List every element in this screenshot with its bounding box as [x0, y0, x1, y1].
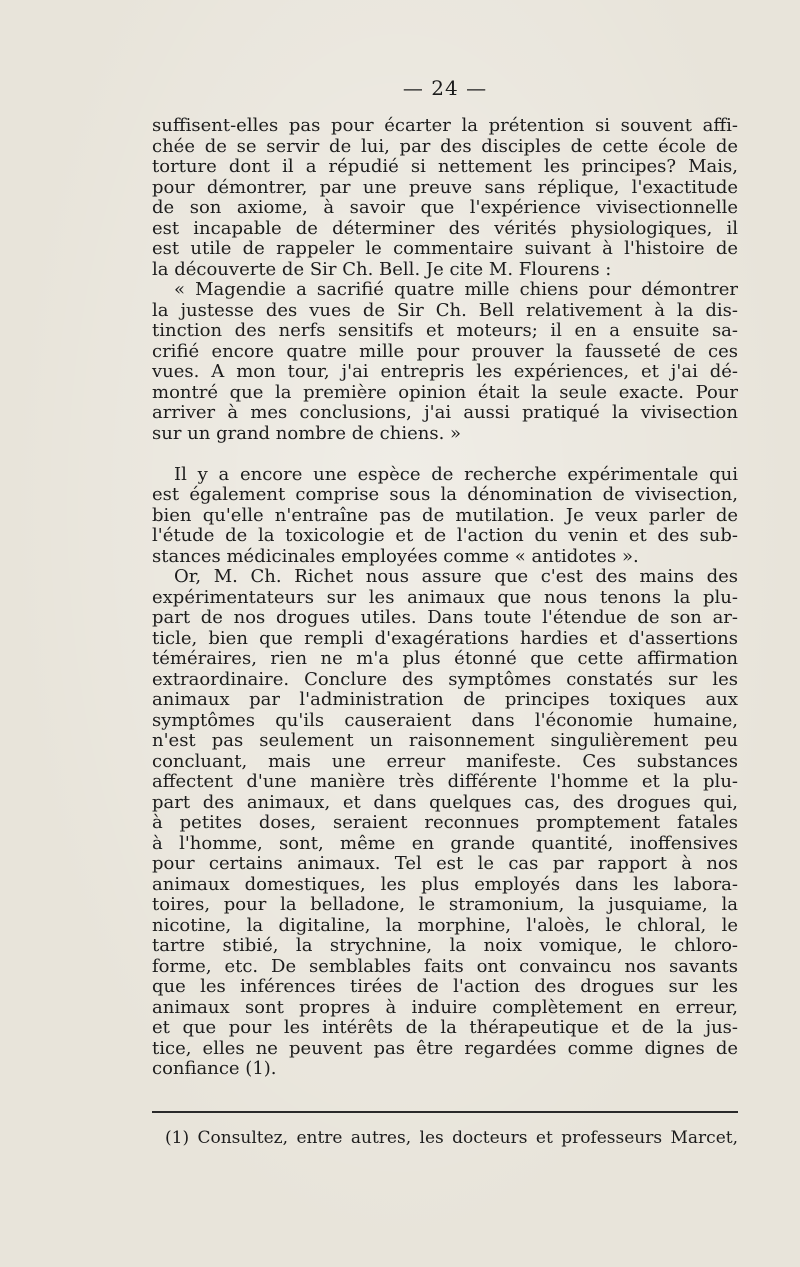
text-line: Or, M. Ch. Richet nous assure que c'est des mains des: [174, 566, 738, 587]
text-line: la justesse des vues de Sir Ch. Bell relativement à la dis-: [152, 299, 738, 321]
text-line: affectent d'une manière très différente l'homme et la plu-: [152, 771, 738, 792]
text-line: est utile de rappeler le commentaire suivant à l'histoire de: [152, 238, 738, 259]
text-line: tice, elles ne peuvent pas être regardées comme dignes de: [152, 1037, 738, 1059]
text-line: à petites doses, seraient reconnues promptement fatales: [152, 812, 738, 833]
text-line: est également comprise sous la dénomination de vivisection,: [152, 484, 738, 505]
text-line: vues. A mon tour, j'ai entrepris les expériences, et j'ai dé-: [152, 361, 738, 382]
text-line: « Magendie a sacrifié quatre mille chiens pour démontrer: [174, 279, 738, 300]
text-line: arriver à mes conclusions, j'ai aussi pratiqué la vivisection: [152, 402, 738, 423]
text-line: montré que la première opinion était la seule exacte. Pour: [152, 381, 738, 403]
text-line: bien qu'elle n'entraîne pas de mutilation. Je veux parler de: [152, 504, 738, 526]
text-line: à l'homme, sont, même en grande quantité, inoffensives: [152, 832, 738, 854]
text-line: est incapable de déterminer des vérités physiologiques, il: [152, 217, 738, 239]
text-line: nicotine, la digitaline, la morphine, l'aloès, le chloral, le: [152, 914, 738, 936]
footnote-divider: [152, 1111, 738, 1113]
text-line: animaux par l'administration de principes toxiques aux: [152, 689, 738, 710]
text-line: chée de se servir de lui, par des disciples de cette école de: [152, 135, 738, 157]
text-line: l'étude de la toxicologie et de l'action du venin et des sub-: [152, 525, 738, 546]
text-line: toires, pour la belladone, le stramonium, la jusquiame, la: [152, 894, 738, 915]
text-line: la découverte de Sir Ch. Bell. Je cite M. Flourens :: [152, 258, 612, 280]
text-line: crifié encore quatre mille pour prouver la fausseté de ces: [152, 340, 738, 362]
page-number: — 24 —: [402, 76, 488, 100]
text-line: tinction des nerfs sensitifs et moteurs; il en a ensuite sa-: [152, 320, 738, 341]
body-text: [152, 116, 738, 1080]
text-line: torture dont il a répudié si nettement les principes? Mais,: [152, 156, 738, 177]
text-line: part de nos drogues utiles. Dans toute l'étendue de son ar-: [152, 607, 738, 628]
footnote: (1) Consultez, entre autres, les docteurs et professeurs Marcet,: [165, 1128, 738, 1148]
text-line: ticle, bien que rempli d'exagérations hardies et d'assertions: [152, 627, 738, 649]
text-line: Il y a encore une espèce de recherche expérimentale qui: [174, 463, 738, 485]
text-line: de son axiome, à savoir que l'expérience vivisectionnelle: [152, 197, 738, 218]
text-line: symptômes qu'ils causeraient dans l'économie humaine,: [152, 709, 738, 731]
text-line: sur un grand nombre de chiens. »: [152, 422, 462, 444]
text-line: animaux domestiques, les plus employés dans les labora-: [152, 873, 738, 895]
text-line: forme, etc. De semblables faits ont convaincu nos savants: [152, 955, 738, 977]
text-line: expérimentateurs sur les animaux que nous tenons la plu-: [152, 586, 738, 608]
text-line: suffisent-elles pas pour écarter la prétention si souvent affi-: [152, 115, 738, 136]
text-line: que les inférences tirées de l'action des drogues sur les: [152, 976, 738, 997]
text-line: tartre stibié, la strychnine, la noix vomique, le chloro-: [152, 935, 738, 956]
paragraph-gap: [152, 444, 738, 465]
text-line: et que pour les intérêts de la thérapeutique et de la jus-: [152, 1017, 738, 1038]
text-line: extraordinaire. Conclure des symptômes constatés sur les: [152, 668, 738, 690]
text-line: part des animaux, et dans quelques cas, des drogues qui,: [152, 791, 738, 813]
text-line: téméraires, rien ne m'a plus étonné que cette affirmation: [152, 648, 738, 669]
text-line: stances médicinales employées comme « antidotes ».: [152, 545, 639, 567]
text-line: pour démontrer, par une preuve sans réplique, l'exactitude: [152, 176, 738, 198]
text-line: n'est pas seulement un raisonnement singulièrement peu: [152, 730, 738, 751]
text-line: pour certains animaux. Tel est le cas par rapport à nos: [152, 853, 738, 874]
text-line: confiance (1).: [152, 1058, 277, 1079]
text-line: concluant, mais une erreur manifeste. Ces substances: [152, 750, 738, 772]
text-line: animaux sont propres à induire complètement en erreur,: [152, 996, 738, 1018]
